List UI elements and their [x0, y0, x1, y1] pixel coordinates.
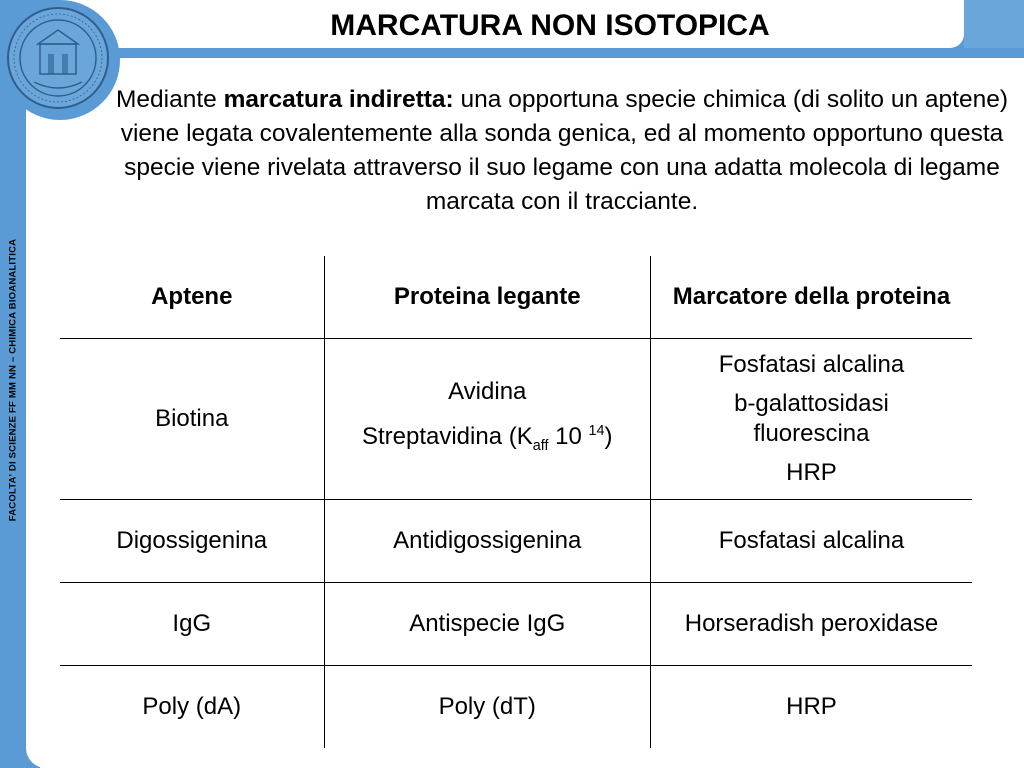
- cell-proteina: Antispecie IgG: [324, 583, 650, 666]
- table-row: [60, 339, 972, 500]
- cell-aptene: IgG: [60, 583, 324, 666]
- table-row: [60, 583, 972, 666]
- intro-paragraph: [112, 83, 1012, 219]
- intro-prefix: Mediante: [115, 86, 224, 113]
- header-aptene: Aptene: [60, 256, 324, 339]
- cell-line: HRP: [786, 459, 837, 486]
- cell-line: [333, 416, 642, 461]
- cell-aptene: Digossigenina: [60, 500, 324, 583]
- superscript-14: 14: [588, 423, 605, 440]
- cell-proteina: Antidigossigenina: [324, 500, 650, 583]
- header-proteina-legante: Proteina legante: [324, 256, 650, 339]
- table-row: [60, 500, 972, 583]
- labeling-table: [60, 256, 972, 748]
- cell-aptene: Poly (dA): [142, 693, 242, 720]
- cell-proteina: Poly (dT): [324, 666, 650, 749]
- cell-marcatore: Horseradish peroxidase: [650, 583, 972, 666]
- table-row: [60, 666, 972, 749]
- cell-line: fluorescina: [753, 420, 870, 447]
- subscript-aff: aff: [532, 437, 549, 454]
- left-frame-curve: [26, 58, 40, 758]
- faculty-side-label: FACOLTA' DI SCIENZE FF MM NN – CHIMICA BIOANALITICA: [7, 238, 19, 522]
- cell-line: Avidina: [448, 378, 527, 406]
- cell-line: b-galattosidasi: [734, 390, 889, 417]
- cell-aptene: Biotina: [60, 339, 324, 500]
- cell-marcatore: Fosfatasi alcalina: [650, 500, 972, 583]
- table-header-row: [60, 256, 972, 339]
- top-right-notch: [964, 0, 1024, 48]
- intro-bold-term: marcatura indiretta:: [223, 86, 454, 113]
- cell-marcatore: [650, 339, 972, 500]
- streptavidina-text: Streptavidina (K: [361, 423, 533, 451]
- intro-body: una opportuna specie chimica (di solito un aptene) viene legata covalentemente alla sonda genica, ed al momento opportuno questa specie viene rivelata attraverso il suo legame con una adatta molecola di legame marcata con il tracciante.: [120, 86, 1009, 215]
- cell-proteina: [324, 339, 650, 500]
- cell-line: Fosfatasi alcalina: [718, 351, 905, 378]
- slide-title: MARCATURA NON ISOTOPICA: [330, 9, 770, 42]
- header-marcatore: Marcatore della proteina: [650, 256, 972, 339]
- cell-marcatore: HRP: [650, 666, 972, 749]
- closing-paren: ): [604, 423, 613, 451]
- university-seal-icon: [4, 4, 112, 112]
- exponent-base: 10: [548, 423, 589, 451]
